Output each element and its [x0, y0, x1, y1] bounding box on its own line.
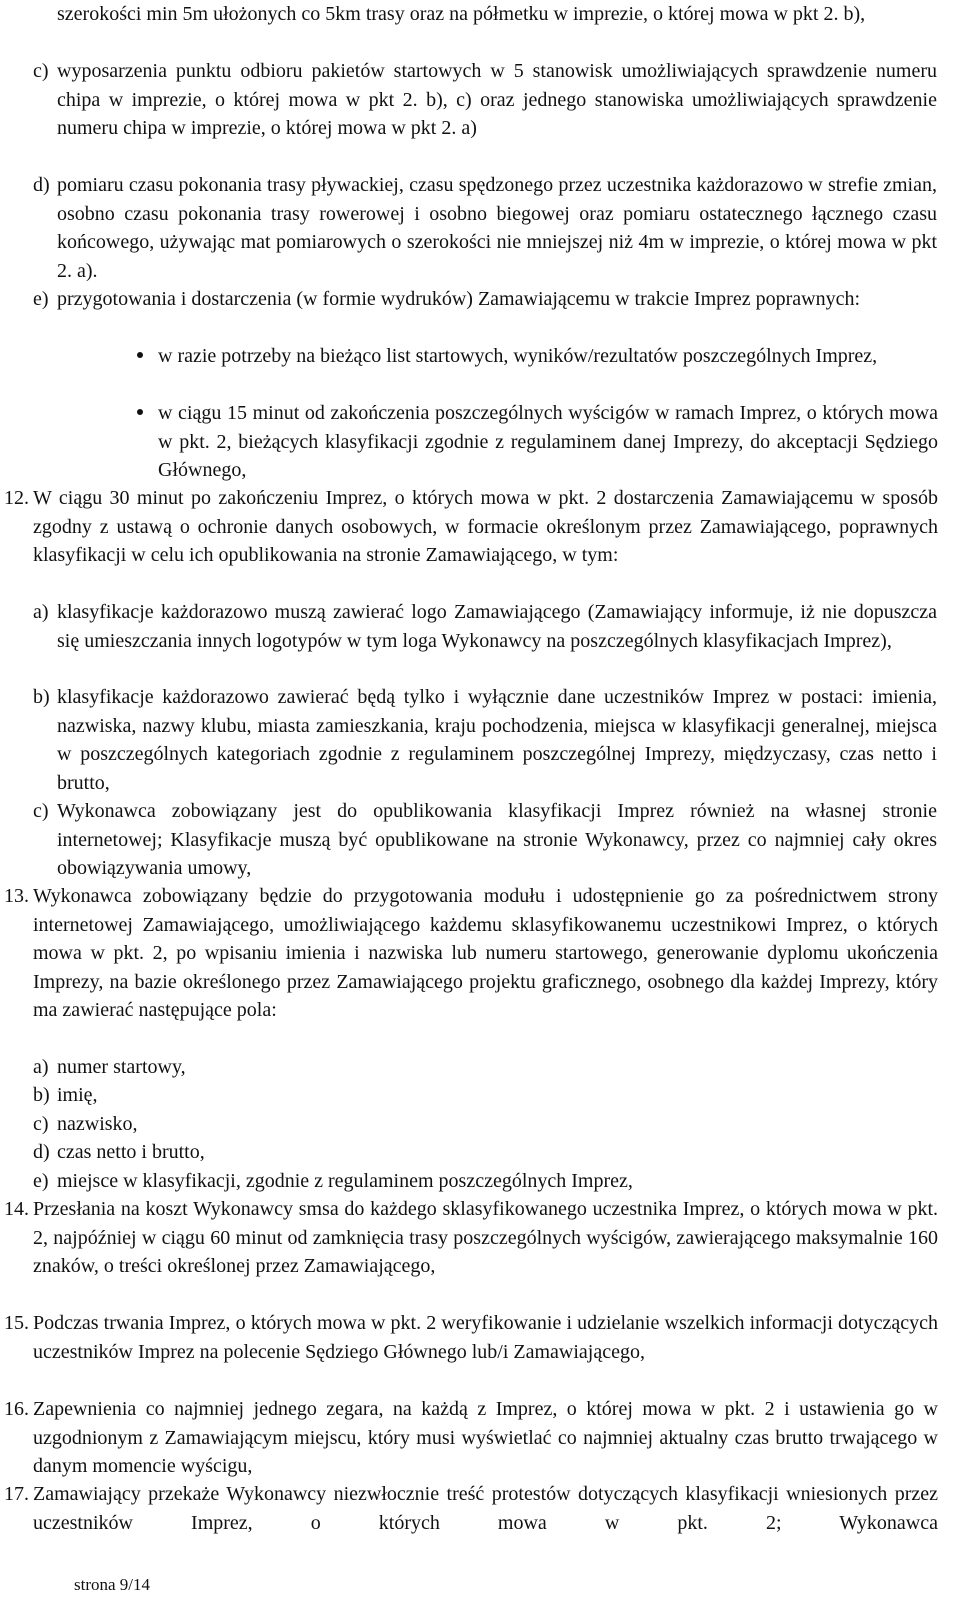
item-12b-text: klasyfikacje każdorazowo zawierać będą tylko i wyłącznie dane uczestników Imprez w postaci: imienia, nazwiska, nazwy klubu, miasta zamieszkania, kraju pochodzenia, miejsca w klasyfikacji generalnej, miejsca w poszczególnych kategoriach zgodnie z regulaminem poszczególnej Imprezy, międzyczasy, czas netto i brutto, [57, 686, 937, 794]
item-15-text: Podczas trwania Imprez, o których mowa w pkt. 2 weryfikowanie i udzielanie wszelkich informacji dotyczących uczestników Imprez na polecenie Sędziego Głównego lub/i Zamawiającego, [33, 1312, 938, 1363]
item-17-number: 17. [4, 1483, 29, 1505]
item-13c-text: nazwisko, [57, 1113, 138, 1135]
bullet-item-2: w ciągu 15 minut od zakończenia poszczególnych wyścigów w ramach Imprez, o których mowa w pkt. 2, bieżących klasyfikacji zgodnie z regulaminem danej Imprezy, do akceptacji Sędziego Głównego, [158, 402, 938, 481]
item-13d-text: czas netto i brutto, [57, 1141, 205, 1163]
item-13b-marker: b) [33, 1084, 50, 1106]
item-13-number: 13. [4, 885, 29, 907]
item-16-number: 16. [4, 1398, 29, 1420]
item-c-text: wyposarzenia punktu odbioru pakietów startowych w 5 stanowisk umożliwiających sprawdzenie numeru chipa w imprezie, o której mowa w pkt 2. b), c) oraz jednego stanowiska umożliwiających sprawdzenie numeru chipa w imprezie, o której mowa w pkt 2. a) [57, 60, 937, 139]
item-12-text: W ciągu 30 minut po zakończeniu Imprez, o których mowa w pkt. 2 dostarczenia Zamawiającemu w sposób zgodny z ustawą o ochronie danych osobowych, w formacie określonym przez Zamawiającego, poprawnych klasyfikacji w celu ich opublikowania na stronie Zamawiającego, w tym: [33, 487, 938, 566]
bullet-item-1: w razie potrzeby na bieżąco list startowych, wyników/rezultatów poszczególnych Imprez, [158, 345, 878, 367]
item-12b-marker: b) [33, 686, 50, 708]
item-13a-marker: a) [33, 1056, 49, 1078]
item-13e-text: miejsce w klasyfikacji, zgodnie z regulaminem poszczególnych Imprez, [57, 1170, 633, 1192]
item-17-text: Zamawiający przekaże Wykonawcy niezwłocznie treść protestów dotyczących klasyfikacji wniesionych przez uczestników Imprez, o których mowa w pkt. 2; Wykonawca [33, 1483, 938, 1534]
item-d-marker: d) [33, 174, 50, 196]
item-13d-marker: d) [33, 1141, 50, 1163]
bullet-dot [137, 409, 143, 415]
bullet-dot [137, 352, 143, 358]
page-number: strona 9/14 [74, 1575, 151, 1594]
item-13-text: Wykonawca zobowiązany będzie do przygotowania modułu i udostępnienie go za pośrednictwem strony internetowej Zamawiającego, umożliwiającego każdemu sklasyfikowanemu uczestnikowi Imprez, o których mowa w pkt. 2, po wpisaniu imienia i nazwiska lub numeru startowego, generowanie dyplomu ukończenia Imprezy, na bazie określonego przez Zamawiającego projektu graficznego, osobnego dla każdej Imprezy, który ma zawierać następujące pola: [33, 885, 938, 1021]
item-12a-text: klasyfikacje każdorazowo muszą zawierać logo Zamawiającego (Zamawiający informuje, iż nie dopuszcza się umieszczania innych logotypów w tym loga Wykonawcy na poszczególnych klasyfikacjach Imprez), [57, 601, 937, 652]
item-d-text: pomiaru czasu pokonania trasy pływackiej, czasu spędzonego przez uczestnika każdorazowo w strefie zmian, osobno czasu pokonania trasy rowerowej i osobno biegowej oraz pomiaru ostatecznego łącznego czasu końcowego, używając mat pomiarowych o szerokości nie mniejszej niż 4m w imprezie, o której mowa w pkt 2. a). [57, 174, 937, 282]
item-13e-marker: e) [33, 1170, 49, 1192]
continued-item-text: szerokości min 5m ułożonych co 5km trasy oraz na półmetku w imprezie, o której mowa w pkt 2. b), [57, 3, 866, 25]
item-15-number: 15. [4, 1312, 29, 1334]
item-12a-marker: a) [33, 601, 49, 623]
item-14-text: Przesłania na koszt Wykonawcy smsa do każdego sklasyfikowanego uczestnika Imprez, o których mowa w pkt. 2, najpóźniej w ciągu 60 minut od zamknięcia trasy poszczególnych wyścigów, zawierającego maksymalnie 160 znaków, o treści określonej przez Zamawiającego, [33, 1198, 938, 1277]
item-c-marker: c) [33, 60, 49, 82]
item-13b-text: imię, [57, 1084, 98, 1106]
item-16-text: Zapewnienia co najmniej jednego zegara, na każdą z Imprez, o której mowa w pkt. 2 i ustawienia go w uzgodnionym z Zamawiającym miejscu, który musi wyświetlać co najmniej aktualny czas brutto trwającego w danym momencie wyścigu, [33, 1398, 938, 1477]
item-14-number: 14. [4, 1198, 29, 1220]
item-12c-text: Wykonawca zobowiązany jest do opublikowania klasyfikacji Imprez również na własnej stronie internetowej; Klasyfikacje muszą być opublikowane na stronie Wykonawcy, przez co najmniej cały okres obowiązywania umowy, [57, 800, 937, 879]
item-13a-text: numer startowy, [57, 1056, 186, 1078]
item-12-number: 12. [4, 487, 29, 509]
item-13c-marker: c) [33, 1113, 49, 1135]
item-e-text: przygotowania i dostarczenia (w formie wydruków) Zamawiającemu w trakcie Imprez poprawnych: [57, 288, 861, 310]
item-e-marker: e) [33, 288, 49, 310]
item-12c-marker: c) [33, 800, 49, 822]
